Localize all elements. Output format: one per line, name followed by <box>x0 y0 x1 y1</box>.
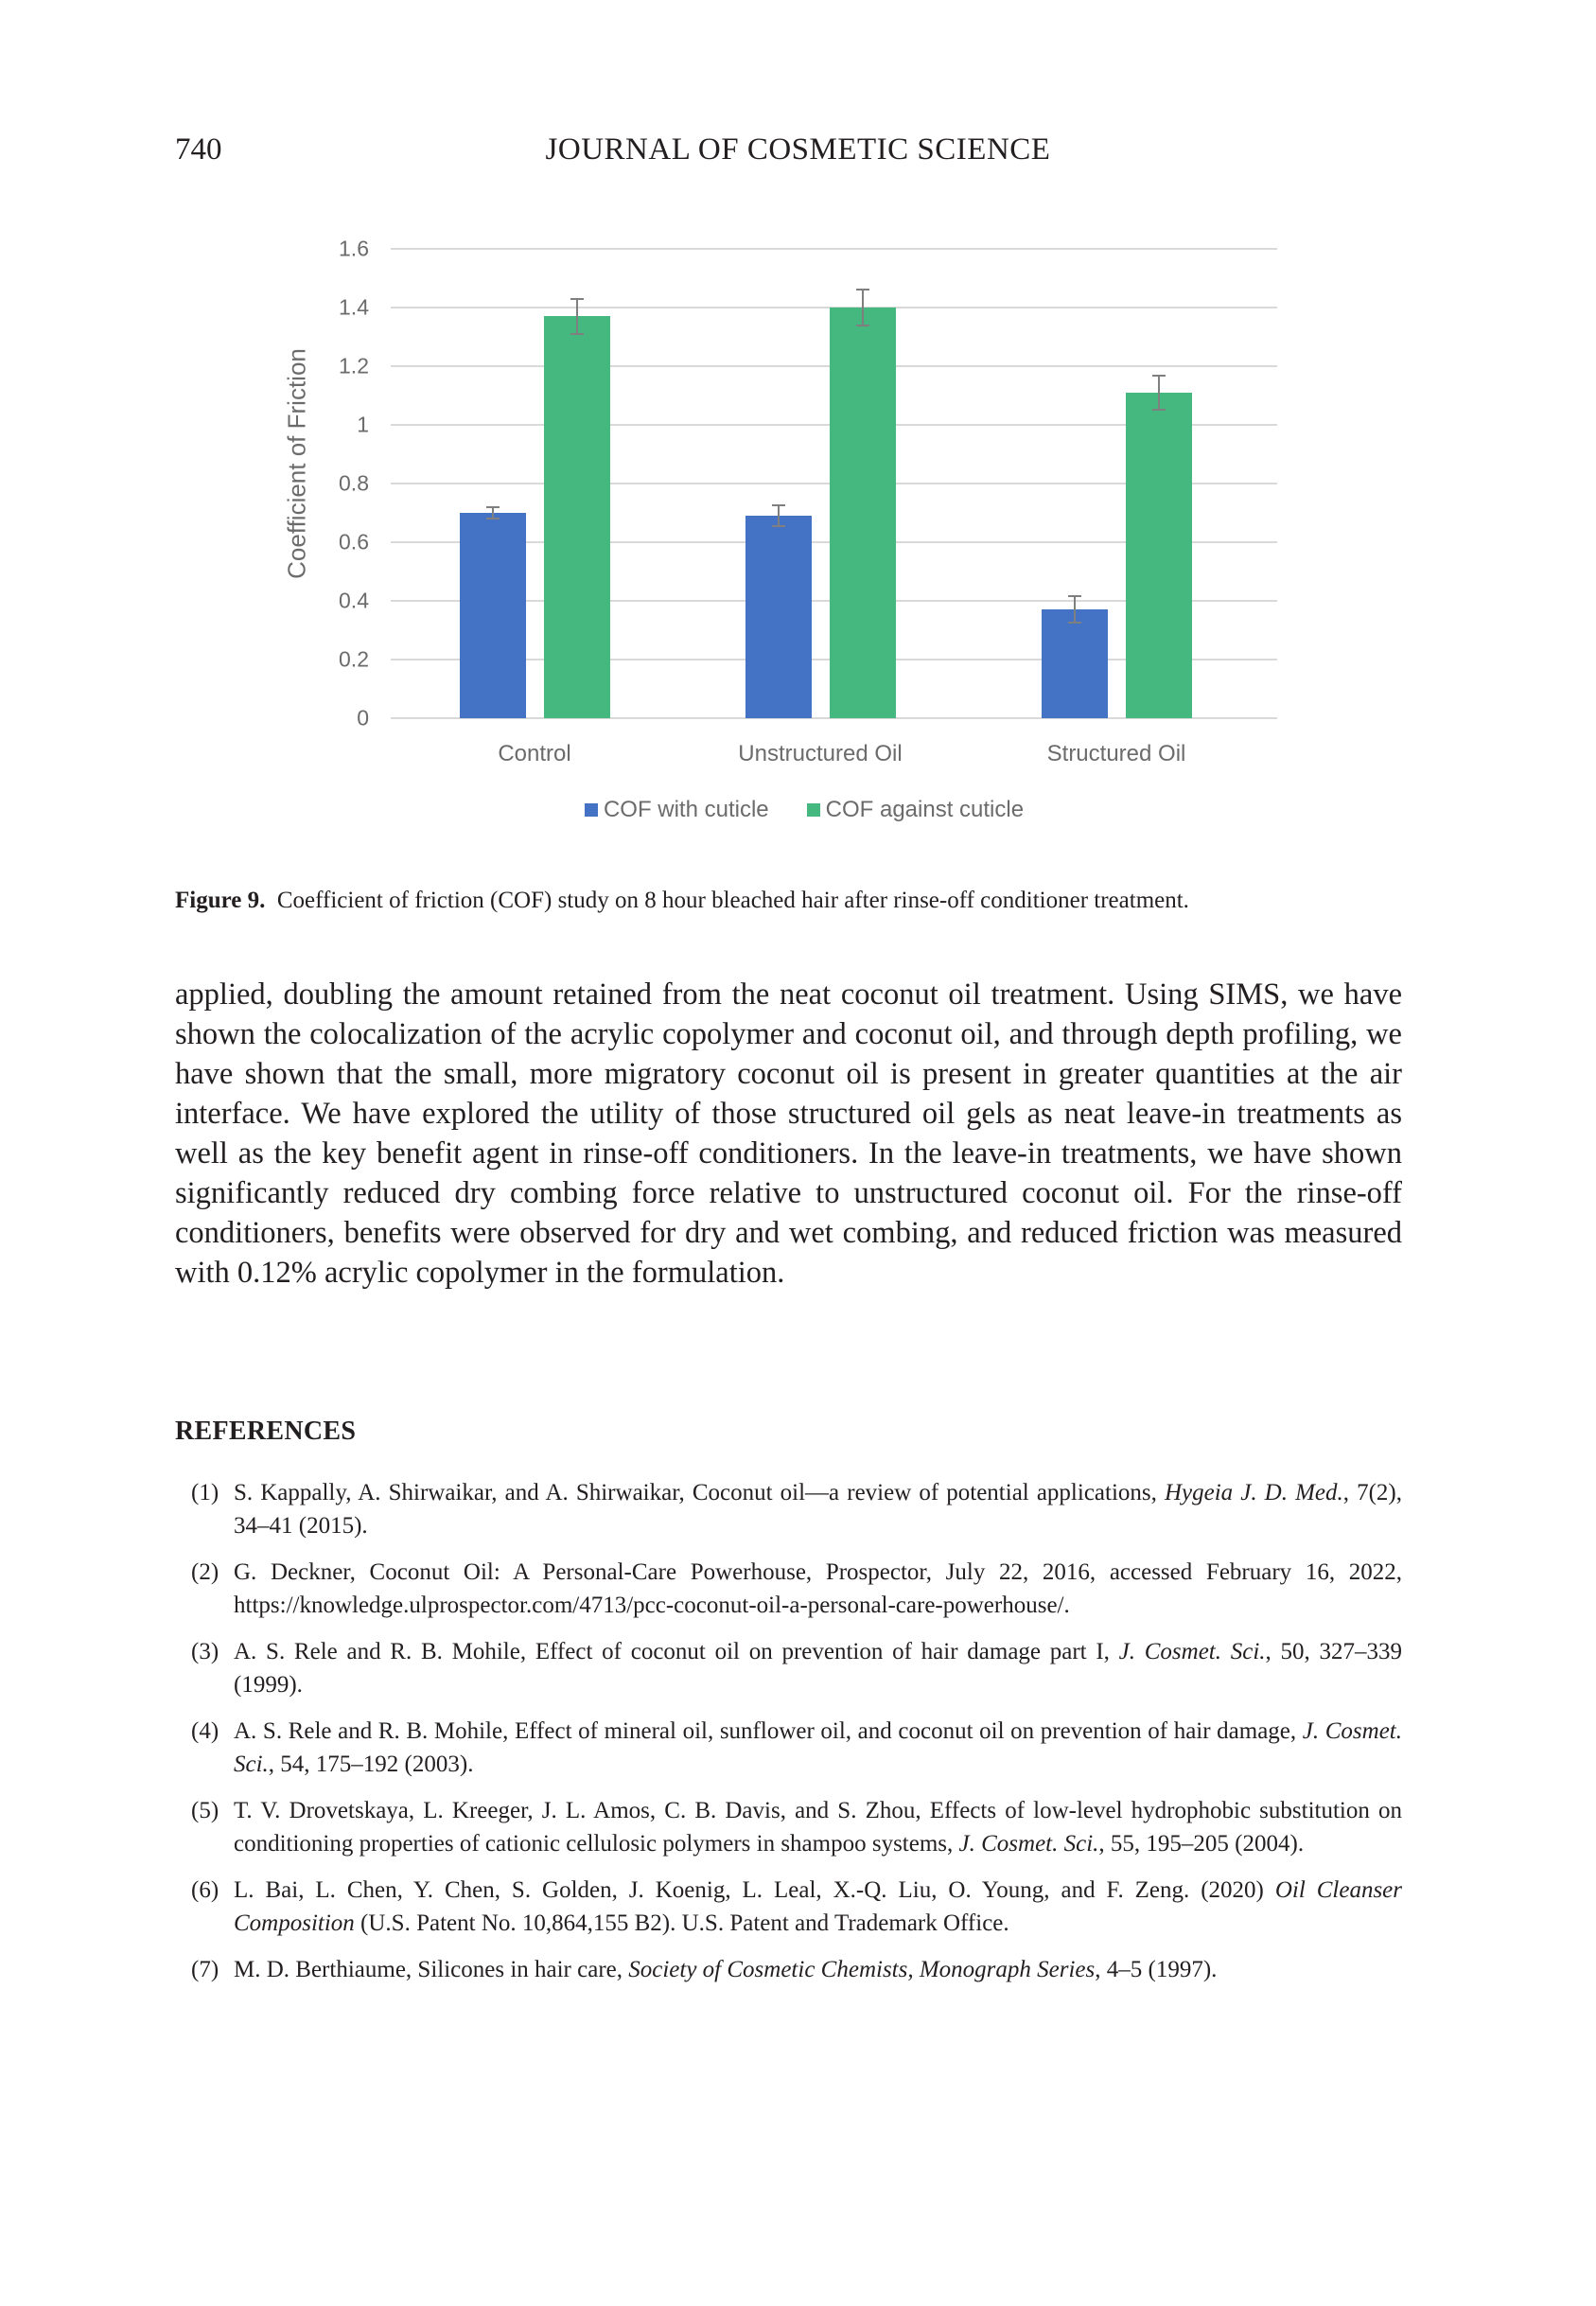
reference-number: (5) <box>191 1798 219 1823</box>
reference-text: L. Bai, L. Chen, Y. Chen, S. Golden, J. Koenig, L. Leal, X.-Q. Liu, O. Young, and F. Zeng. (2020) Oil Cleanser Composition (U.S. Patent No. 10,864,155 B2). U.S. Patent and Trademark Office. <box>234 1877 1402 1936</box>
reference-source: Oil Cleanser Composition <box>234 1877 1402 1936</box>
legend-label: COF against cuticle <box>825 797 1025 822</box>
y-tick-label: 0.2 <box>339 646 369 672</box>
reference-item <box>175 1794 1402 1860</box>
error-bar-cap <box>856 289 869 290</box>
journal-title: JOURNAL OF COSMETIC SCIENCE <box>545 132 1051 167</box>
y-tick-label: 0.8 <box>339 470 369 496</box>
reference-number: (4) <box>191 1718 219 1744</box>
reference-item <box>175 1953 1402 1986</box>
reference-text: T. V. Drovetskaya, L. Kreeger, J. L. Amos, C. B. Davis, and S. Zhou, Effects of low-level hydrophobic substitution on conditioning properties of cationic cellulosic polymers in shampoo systems, J. Cosmet. Sci., 55, 195–205 (2004). <box>234 1798 1402 1857</box>
error-bar-cap <box>772 525 785 527</box>
x-tick-label: Structured Oil <box>1046 741 1186 766</box>
y-tick-label: 1 <box>357 412 369 437</box>
figure-caption-text: Coefficient of friction (COF) study on 8 hour bleached hair after rinse-off conditioner treatment. <box>276 888 1189 913</box>
references-list <box>175 1476 1402 1999</box>
legend-item <box>807 797 1024 823</box>
error-bar-cap <box>486 506 500 508</box>
y-tick-label: 1.6 <box>339 236 369 261</box>
error-bar-cap <box>856 325 869 326</box>
reference-text: A. S. Rele and R. B. Mohile, Effect of mineral oil, sunflower oil, and coconut oil on prevention of hair damage, J. Cosmet. Sci., 54, 175–192 (2003). <box>234 1718 1402 1777</box>
error-bar <box>862 290 864 325</box>
reference-item <box>175 1874 1402 1940</box>
y-tick-label: 0.4 <box>339 588 369 613</box>
error-bar-cap <box>570 298 584 300</box>
y-tick-label: 1.4 <box>339 294 369 320</box>
reference-number: (6) <box>191 1877 219 1903</box>
error-bar <box>1158 376 1160 410</box>
error-bar-cap <box>772 504 785 506</box>
legend-swatch-icon <box>807 803 820 817</box>
legend-item <box>585 797 769 823</box>
reference-number: (7) <box>191 1957 219 1982</box>
bar-cof-with-cuticle <box>460 513 526 718</box>
bar-cof-against-cuticle <box>1126 393 1192 718</box>
reference-source: Hygeia J. D. Med. <box>1164 1480 1343 1505</box>
reference-number: (2) <box>191 1559 219 1585</box>
reference-source: Society of Cosmetic Chemists, Monograph Series <box>628 1957 1096 1982</box>
bar-cof-against-cuticle <box>830 308 896 718</box>
y-tick-label: 0 <box>357 705 369 731</box>
reference-text: A. S. Rele and R. B. Mohile, Effect of coconut oil on prevention of hair damage part I, J. Cosmet. Sci., 50, 327–339 (1999). <box>234 1639 1402 1698</box>
bar-cof-with-cuticle <box>745 516 812 718</box>
reference-text: G. Deckner, Coconut Oil: A Personal-Care Powerhouse, Prospector, July 22, 2016, accessed February 16, 2022, https://knowledge.ulprospector.com/4713/pcc-coconut-oil-a-personal-care-powerhouse/. <box>234 1559 1402 1618</box>
figure-caption <box>175 888 1405 914</box>
references-heading: REFERENCES <box>175 1417 357 1446</box>
error-bar-cap <box>1152 409 1166 411</box>
cof-bar-chart: Coefficient of Friction 0 0.2 0.4 0.6 0.8 1 1.2 1.4 1.6 Control Unstructured Oil Structured Oil COF with cuticle COF against cuticle <box>284 218 1324 842</box>
y-tick-label: 0.6 <box>339 529 369 554</box>
bar-cof-against-cuticle <box>544 316 610 718</box>
error-bar <box>1074 596 1076 623</box>
reference-item <box>175 1715 1402 1781</box>
legend-label: COF with cuticle <box>603 797 769 822</box>
reference-number: (1) <box>191 1480 219 1505</box>
reference-item <box>175 1635 1402 1701</box>
body-paragraph: applied, doubling the amount retained from the neat coconut oil treatment. Using SIMS, we have shown the colocalization of the acrylic copolymer and coconut oil, and through depth profiling, we have shown that the small, more migratory coconut oil is present in greater quantities at the air interface. We have explored the utility of those structured oil gels as neat leave-in treatments as well as the key benefit agent in rinse-off conditioners. In the leave-in treatments, we have shown significantly reduced dry combing force relative to unstructured coconut oil. For the rinse-off conditioners, benefits were observed for dry and wet combing, and reduced friction was measured with 0.12% acrylic copolymer in the formulation. <box>175 977 1402 1290</box>
error-bar-cap <box>1152 375 1166 377</box>
error-bar-cap <box>1068 595 1081 597</box>
journal-running-head <box>0 132 1596 167</box>
page-number: 740 <box>175 132 222 167</box>
reference-item <box>175 1476 1402 1542</box>
chart-legend <box>284 797 1324 823</box>
reference-source: J. Cosmet. Sci. <box>1118 1639 1266 1664</box>
error-bar-cap <box>570 333 584 335</box>
x-tick-label: Control <box>498 741 571 766</box>
reference-number: (3) <box>191 1639 219 1664</box>
reference-item <box>175 1556 1402 1622</box>
y-tick-label: 1.2 <box>339 353 369 378</box>
reference-source: J. Cosmet. Sci. <box>958 1831 1099 1857</box>
figure-label: Figure 9. <box>175 888 266 913</box>
gridline <box>391 248 1277 250</box>
error-bar <box>576 299 578 334</box>
x-tick-label: Unstructured Oil <box>738 741 903 766</box>
error-bar-cap <box>486 518 500 519</box>
reference-source: J. Cosmet. Sci. <box>234 1718 1402 1777</box>
reference-text: M. D. Berthiaume, Silicones in hair care, Society of Cosmetic Chemists, Monograph Series, 4–5 (1997). <box>234 1957 1218 1982</box>
reference-text: S. Kappally, A. Shirwaikar, and A. Shirwaikar, Coconut oil—a review of potential applications, Hygeia J. D. Med., 7(2), 34–41 (2015). <box>234 1480 1402 1539</box>
bar-cof-with-cuticle <box>1042 609 1108 718</box>
error-bar <box>778 505 780 526</box>
legend-swatch-icon <box>585 803 598 817</box>
error-bar-cap <box>1068 622 1081 624</box>
